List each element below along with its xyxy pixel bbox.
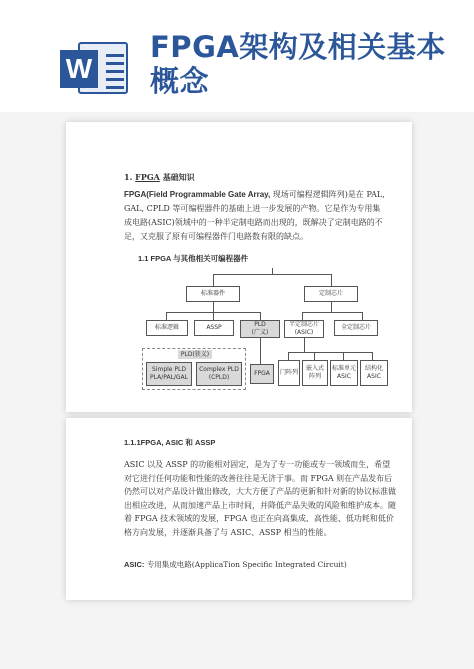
para-lead: FPGA(Field Programmable Gate Array, [124,190,271,199]
document-page-2 [66,418,412,600]
diagram-node: 全定制芯片 [334,320,378,336]
diagram-node: Simple PLD PLA/PAL/GAL [146,362,192,386]
diagram-node: 结构化 ASIC [360,360,388,386]
intro-paragraph [124,188,386,244]
word-document-icon [60,38,130,98]
section-heading-2: 1.1.1FPGA, ASIC 和 ASSP [124,438,216,447]
document-page-1 [66,122,412,412]
header-banner [0,0,474,112]
diagram-node: 标准逻辑 [146,320,188,336]
diagram-node: PLD (广义) [240,320,280,338]
section-heading [124,170,195,184]
diagram-node: 标准器件 [186,286,240,302]
asic-text: 专用集成电路(ApplicaTion Specific Integrated Circuit) [146,560,347,569]
diagram-node: 标准单元 ASIC [330,360,358,386]
heading-rest: 基础知识 [162,172,195,182]
asic-label: ASIC: [124,560,145,569]
asic-paragraph: ASIC 以及 ASSP 的功能相对固定，是为了专一功能或专一领域而生，希望对它进行任何功能和性能的改善往往是无济于事。而 FPGA 则在产品发布后仍然可以对产品设计做出修改，大大方便了产品的更新和针对新的协议标准做出相应改进，从而加速产品上市时间，并降低产品失败的风险和维护成本。随着 FPGA 技术领域的发展，FPGA 也正在向高集成、高性能、低功耗和低价格方向发展，并逐渐具备了与 ASIC、ASSP 相当的性能。 [124,460,396,537]
diagram-node: Complex PLD (CPLD) [196,362,242,386]
heading-fpga: FPGA [135,172,160,182]
diagram-node: 嵌入式 阵列 [302,360,328,386]
diagram-node: 门阵列 [278,360,300,386]
diagram-node: 定制芯片 [304,286,358,302]
para-body: 现场可编程逻辑阵列)是在 PAL, GAL, CPLD 等可编程器件的基础上进一步发展的产物。它是作为专用集成电路(ASIC)领域中的一种半定制电路而出现的，既解决了定制电路的不足，又克服了原有可编程器件门电路数有限的缺点。 [124,190,385,241]
diagram-node: FPGA [250,364,274,384]
word-badge-icon: W [60,50,98,88]
diagram-node: 半定制芯片 (ASIC) [284,320,324,338]
diagram-node: ASSP [194,320,234,336]
page-title: FPGA架构及相关基本概念 [150,30,446,98]
asic-definition [124,558,347,572]
sub-heading: 1.1 FPGA 与其他相关可编程器件 [138,254,249,263]
heading-number: 1. [124,172,133,182]
diagram-node: PLD(狭义) [178,350,212,359]
